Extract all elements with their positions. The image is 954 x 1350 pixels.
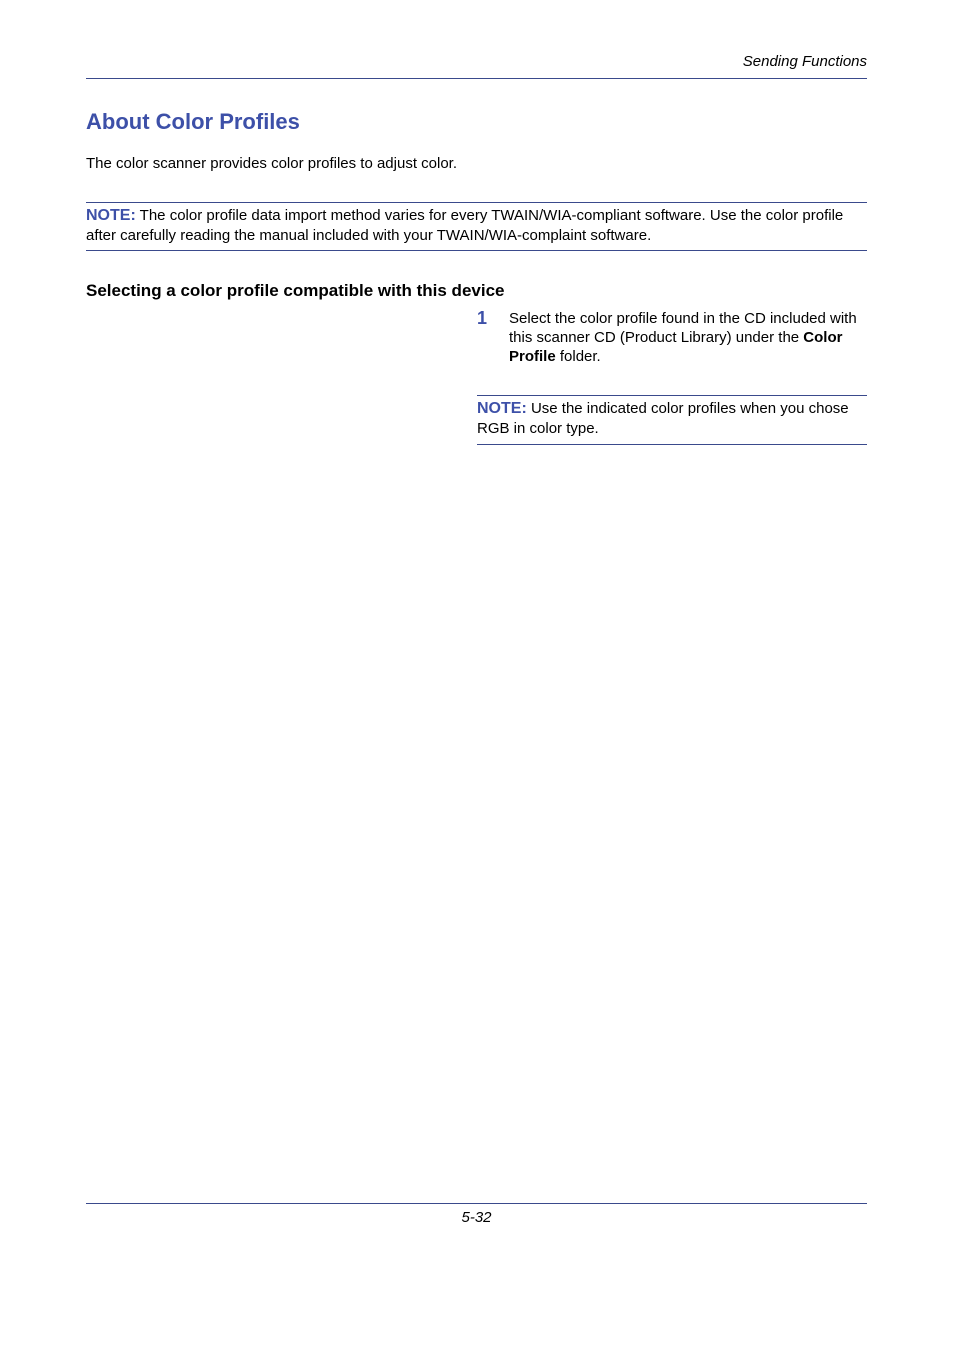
note-general bbox=[86, 206, 867, 245]
note-label: NOTE: bbox=[86, 207, 136, 224]
note-rule-top bbox=[477, 395, 867, 396]
note-rule-bottom bbox=[477, 444, 867, 445]
page-title: About Color Profiles bbox=[86, 109, 300, 134]
footer-rule bbox=[86, 1203, 867, 1204]
intro-paragraph: The color scanner provides color profiles to adjust color. bbox=[86, 155, 458, 172]
note-text: The color profile data import method varies for every TWAIN/WIA-compliant software. Use the color profile after carefully reading the manual included with your TWAIN/WIA-complaint software. bbox=[86, 207, 844, 244]
step-number: 1 bbox=[477, 308, 488, 328]
step-text-before: Select the color profile found in the CD included with this scanner CD (Product Library) under the bbox=[509, 310, 857, 346]
step-text-after: folder. bbox=[555, 348, 601, 365]
header-rule bbox=[86, 78, 867, 79]
page-number: 5-32 bbox=[461, 1209, 492, 1226]
note-text: Use the indicated color profiles when you chose RGB in color type. bbox=[477, 400, 849, 437]
note-rule-bottom bbox=[86, 250, 867, 251]
note-rule-top bbox=[86, 202, 867, 203]
step-text-bold: Color Profile bbox=[509, 329, 843, 365]
note-rgb bbox=[477, 399, 867, 438]
section-heading: Selecting a color profile compatible with this device bbox=[86, 281, 505, 300]
note-label: NOTE: bbox=[477, 400, 527, 417]
step-text bbox=[509, 309, 867, 366]
running-header: Sending Functions bbox=[742, 53, 867, 70]
